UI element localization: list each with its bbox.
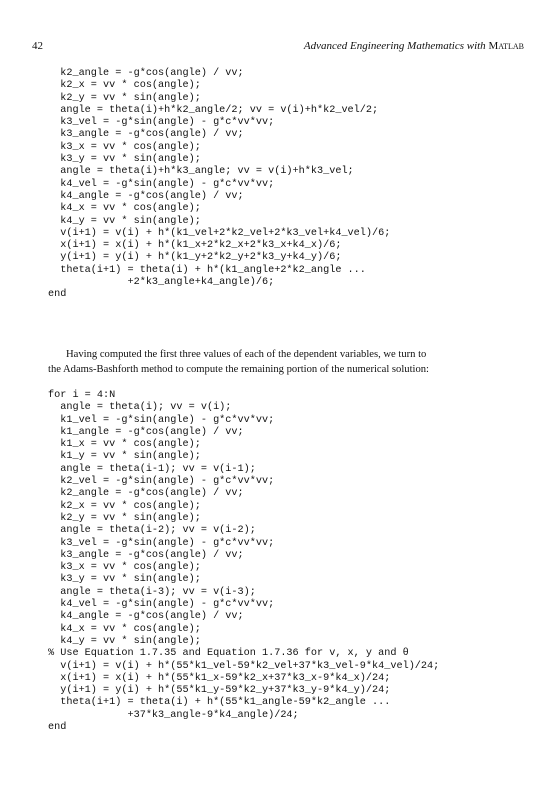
body-paragraph <box>48 347 524 377</box>
paragraph-line-1: Having computed the first three values of each of the dependent variables, we turn to <box>66 349 427 360</box>
paragraph-line-2: the Adams-Bashforth method to compute the remaining portion of the numerical solution: <box>48 364 430 375</box>
code-block-adams-bashforth: for i = 4:N angle = theta(i); vv = v(i); k1_vel = -g*sin(angle) - g*c*vv*vv; k1_angle = -g*cos(angle) / vv; k1_x = vv * cos(angle); k1_y = vv * sin(angle); angle = theta(i-1); vv = v(i-1); k2_vel = -g*sin(angle) - g*c*vv*vv; k2_angle = -g*cos(angle) / vv; k2_x = vv * cos(angle); k2_y = vv * sin(angle); angle = theta(i-2); vv = v(i-2); k3_vel = -g*sin(angle) - g*c*vv*vv; k3_angle = -g*cos(angle) / vv; k3_x = vv * cos(angle); k3_y = vv * sin(angle); angle = theta(i-3); vv = v(i-3); k4_vel = -g*sin(angle) - g*c*vv*vv; k4_angle = -g*cos(angle) / vv; k4_x = vv * cos(angle); k4_y = vv * sin(angle); % Use Equation 1.7.35 and Equation 1.7.36 for v, x, y and θ v(i+1) = v(i) + h*(55*k1_vel-59*k2_vel+37*k3_vel-9*k4_vel)/24; x(i+1) = x(i) + h*(55*k1_x-59*k2_x+37*k3_x-9*k4_x)/24; y(i+1) = y(i) + h*(55*k1_y-59*k2_y+37*k3_y-9*k4_y)/24; theta(i+1) = theta(i) + h*(55*k1_angle-59*k2_angle ... +37*k3_angle-9*k4_angle)/24; end <box>48 390 440 734</box>
running-header <box>32 40 524 56</box>
page-number: 42 <box>32 40 43 52</box>
running-title <box>304 40 524 52</box>
code-block-runge-kutta-tail: k2_angle = -g*cos(angle) / vv; k2_x = vv * cos(angle); k2_y = vv * sin(angle); angle = theta(i)+h*k2_angle/2; vv = v(i)+h*k2_vel/2; k3_vel = -g*sin(angle) - g*c*vv*vv; k3_angle = -g*cos(angle) / vv; k3_x = vv * cos(angle); k3_y = vv * sin(angle); angle = theta(i)+h*k3_angle; vv = v(i)+h*k3_vel; k4_vel = -g*sin(angle) - g*c*vv*vv; k4_angle = -g*cos(angle) / vv; k4_x = vv * cos(angle); k4_y = vv * sin(angle); v(i+1) = v(i) + h*(k1_vel+2*k2_vel+2*k3_vel+k4_vel)/6; x(i+1) = x(i) + h*(k1_x+2*k2_x+2*k3_x+k4_x)/6; y(i+1) = y(i) + h*(k1_y+2*k2_y+2*k3_y+k4_y)/6; theta(i+1) = theta(i) + h*(k1_angle+2*k2_angle ... +2*k3_angle+k4_angle)/6; end <box>48 68 391 301</box>
running-title-matlab: Matlab <box>488 40 524 52</box>
running-title-main: Advanced Engineering Mathematics with <box>303 40 489 52</box>
